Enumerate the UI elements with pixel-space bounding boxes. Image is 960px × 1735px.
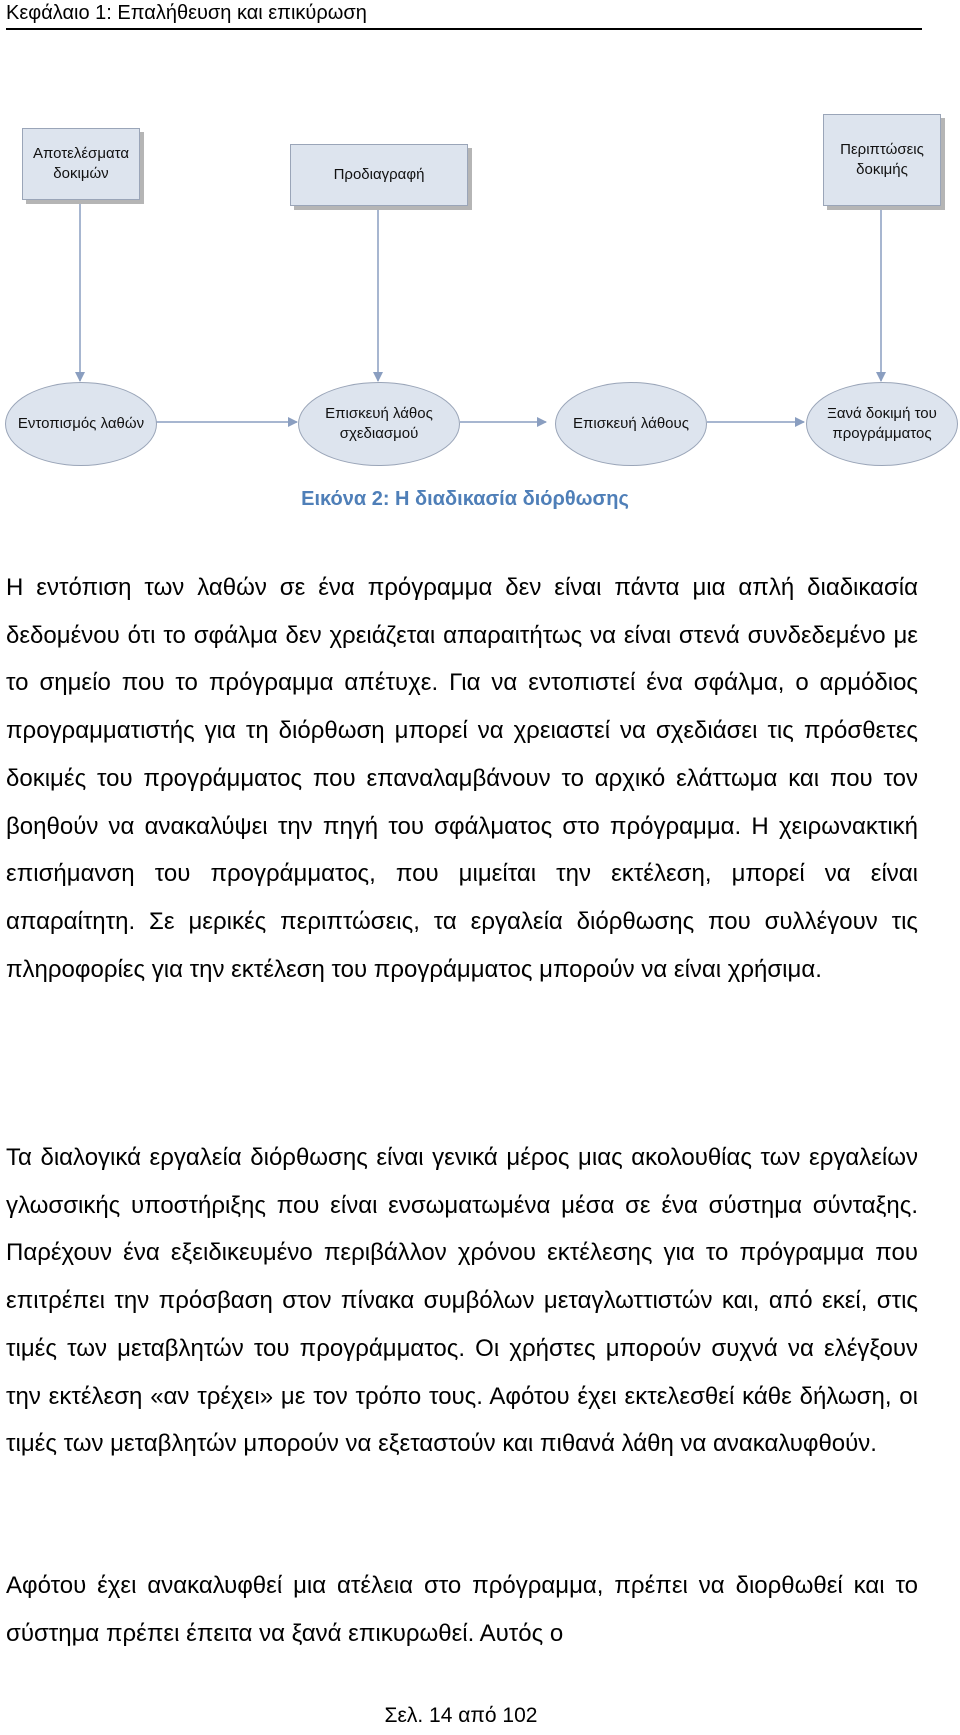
paragraph-1: Η εντόπιση των λαθών σε ένα πρόγραμμα δεν είναι πάντα μια απλή διαδικασία δεδομένου ότι το σφάλμα δεν χρειάζεται απαραιτήτως να είναι στενά συνδεδεμένο με το σημείο που το πρόγραμμα απέτυχε. Για να εντοπιστεί ένα σφάλμα, ο αρμόδιος προγραμματιστής για τη διόρθωση μπορεί να χρειαστεί να σχεδιάσει τις πρόσθετες δοκιμές του προγράμματος που επαναλαμβάνουν το αρχικό ελάττωμα και που τον βοηθούν να ανακαλύψει την πηγή του σφάλματος στο πρόγραμμα. Η χειρωνακτική επισήμανση του προγράμματος, που μιμείται την εκτέλεση, μπορεί να είναι απαραίτητη. Σε μερικές περιπτώσεις, τα εργαλεία διόρθωσης που συλλέγουν τις πληροφορίες για την εκτέλεση του προγράμματος μπορούν να είναι χρήσιμα. <box>6 574 918 983</box>
retest-program-step <box>806 382 958 466</box>
specification-box <box>290 144 468 206</box>
specification-label: Προδιαγραφή <box>333 166 425 183</box>
design-repair-step <box>298 382 460 466</box>
paragraph-3: Αφότου έχει ανακαλυφθεί μια ατέλεια στο πρόγραμμα, πρέπει να διορθωθεί και το σύστημα πρέπει έπειτα να ξανά επικυρωθεί. Αυτός ο <box>6 1572 918 1647</box>
locate-errors-label: Εντοπισμός λαθών <box>17 415 145 432</box>
retest-program-label: Ξανά δοκιμή του προγράμματος <box>827 405 937 442</box>
design-repair-label: Επισκευή λάθος σχεδιασμού <box>325 405 433 442</box>
test-results-label: Αποτελέσματα δοκιμών <box>32 145 130 182</box>
figure-caption: Εικόνα 2: Η διαδικασία διόρθωσης <box>301 488 629 510</box>
page-number: Σελ. 14 από 102 <box>384 1704 538 1727</box>
test-cases-label: Περιπτώσεις δοκιμής <box>840 141 924 178</box>
diagram-arrows <box>0 100 960 450</box>
debugging-process-diagram <box>0 100 960 450</box>
paragraph-2: Τα διαλογικά εργαλεία διόρθωσης είναι γενικά μέρος μιας ακολουθίας των εργαλείων γλωσσικής υποστήριξης που είναι ενσωματωμένα μέσα σε ένα σύστημα σύνταξης. Παρέχουν ένα εξειδικευμένο περιβάλλον χρόνου εκτέλεσης για το πρόγραμμα που επιτρέπει την πρόσβαση στον πίνακα συμβόλων μεταγλωττιστών και, από εκεί, στις τιμές των μεταβλητών του προγράμματος. Οι χρήστες μπορούν συχνά να ελέγξουν την εκτέλεση «αν τρέχει» με τον τρόπο τους. Αφότου έχει εκτελεσθεί κάθε δήλωση, οι τιμές των μεταβλητών μπορούν να εξεταστούν και πιθανά λάθη να ανακαλυφθούν. <box>6 1144 918 1458</box>
repair-error-label: Επισκευή λάθους <box>573 415 689 432</box>
chapter-title: Κεφάλαιο 1: Επαλήθευση και επικύρωση <box>6 2 367 24</box>
locate-errors-step <box>5 382 157 466</box>
test-results-box <box>22 128 140 200</box>
page-header <box>6 0 922 30</box>
test-cases-box <box>823 114 941 206</box>
repair-error-step <box>555 382 707 466</box>
